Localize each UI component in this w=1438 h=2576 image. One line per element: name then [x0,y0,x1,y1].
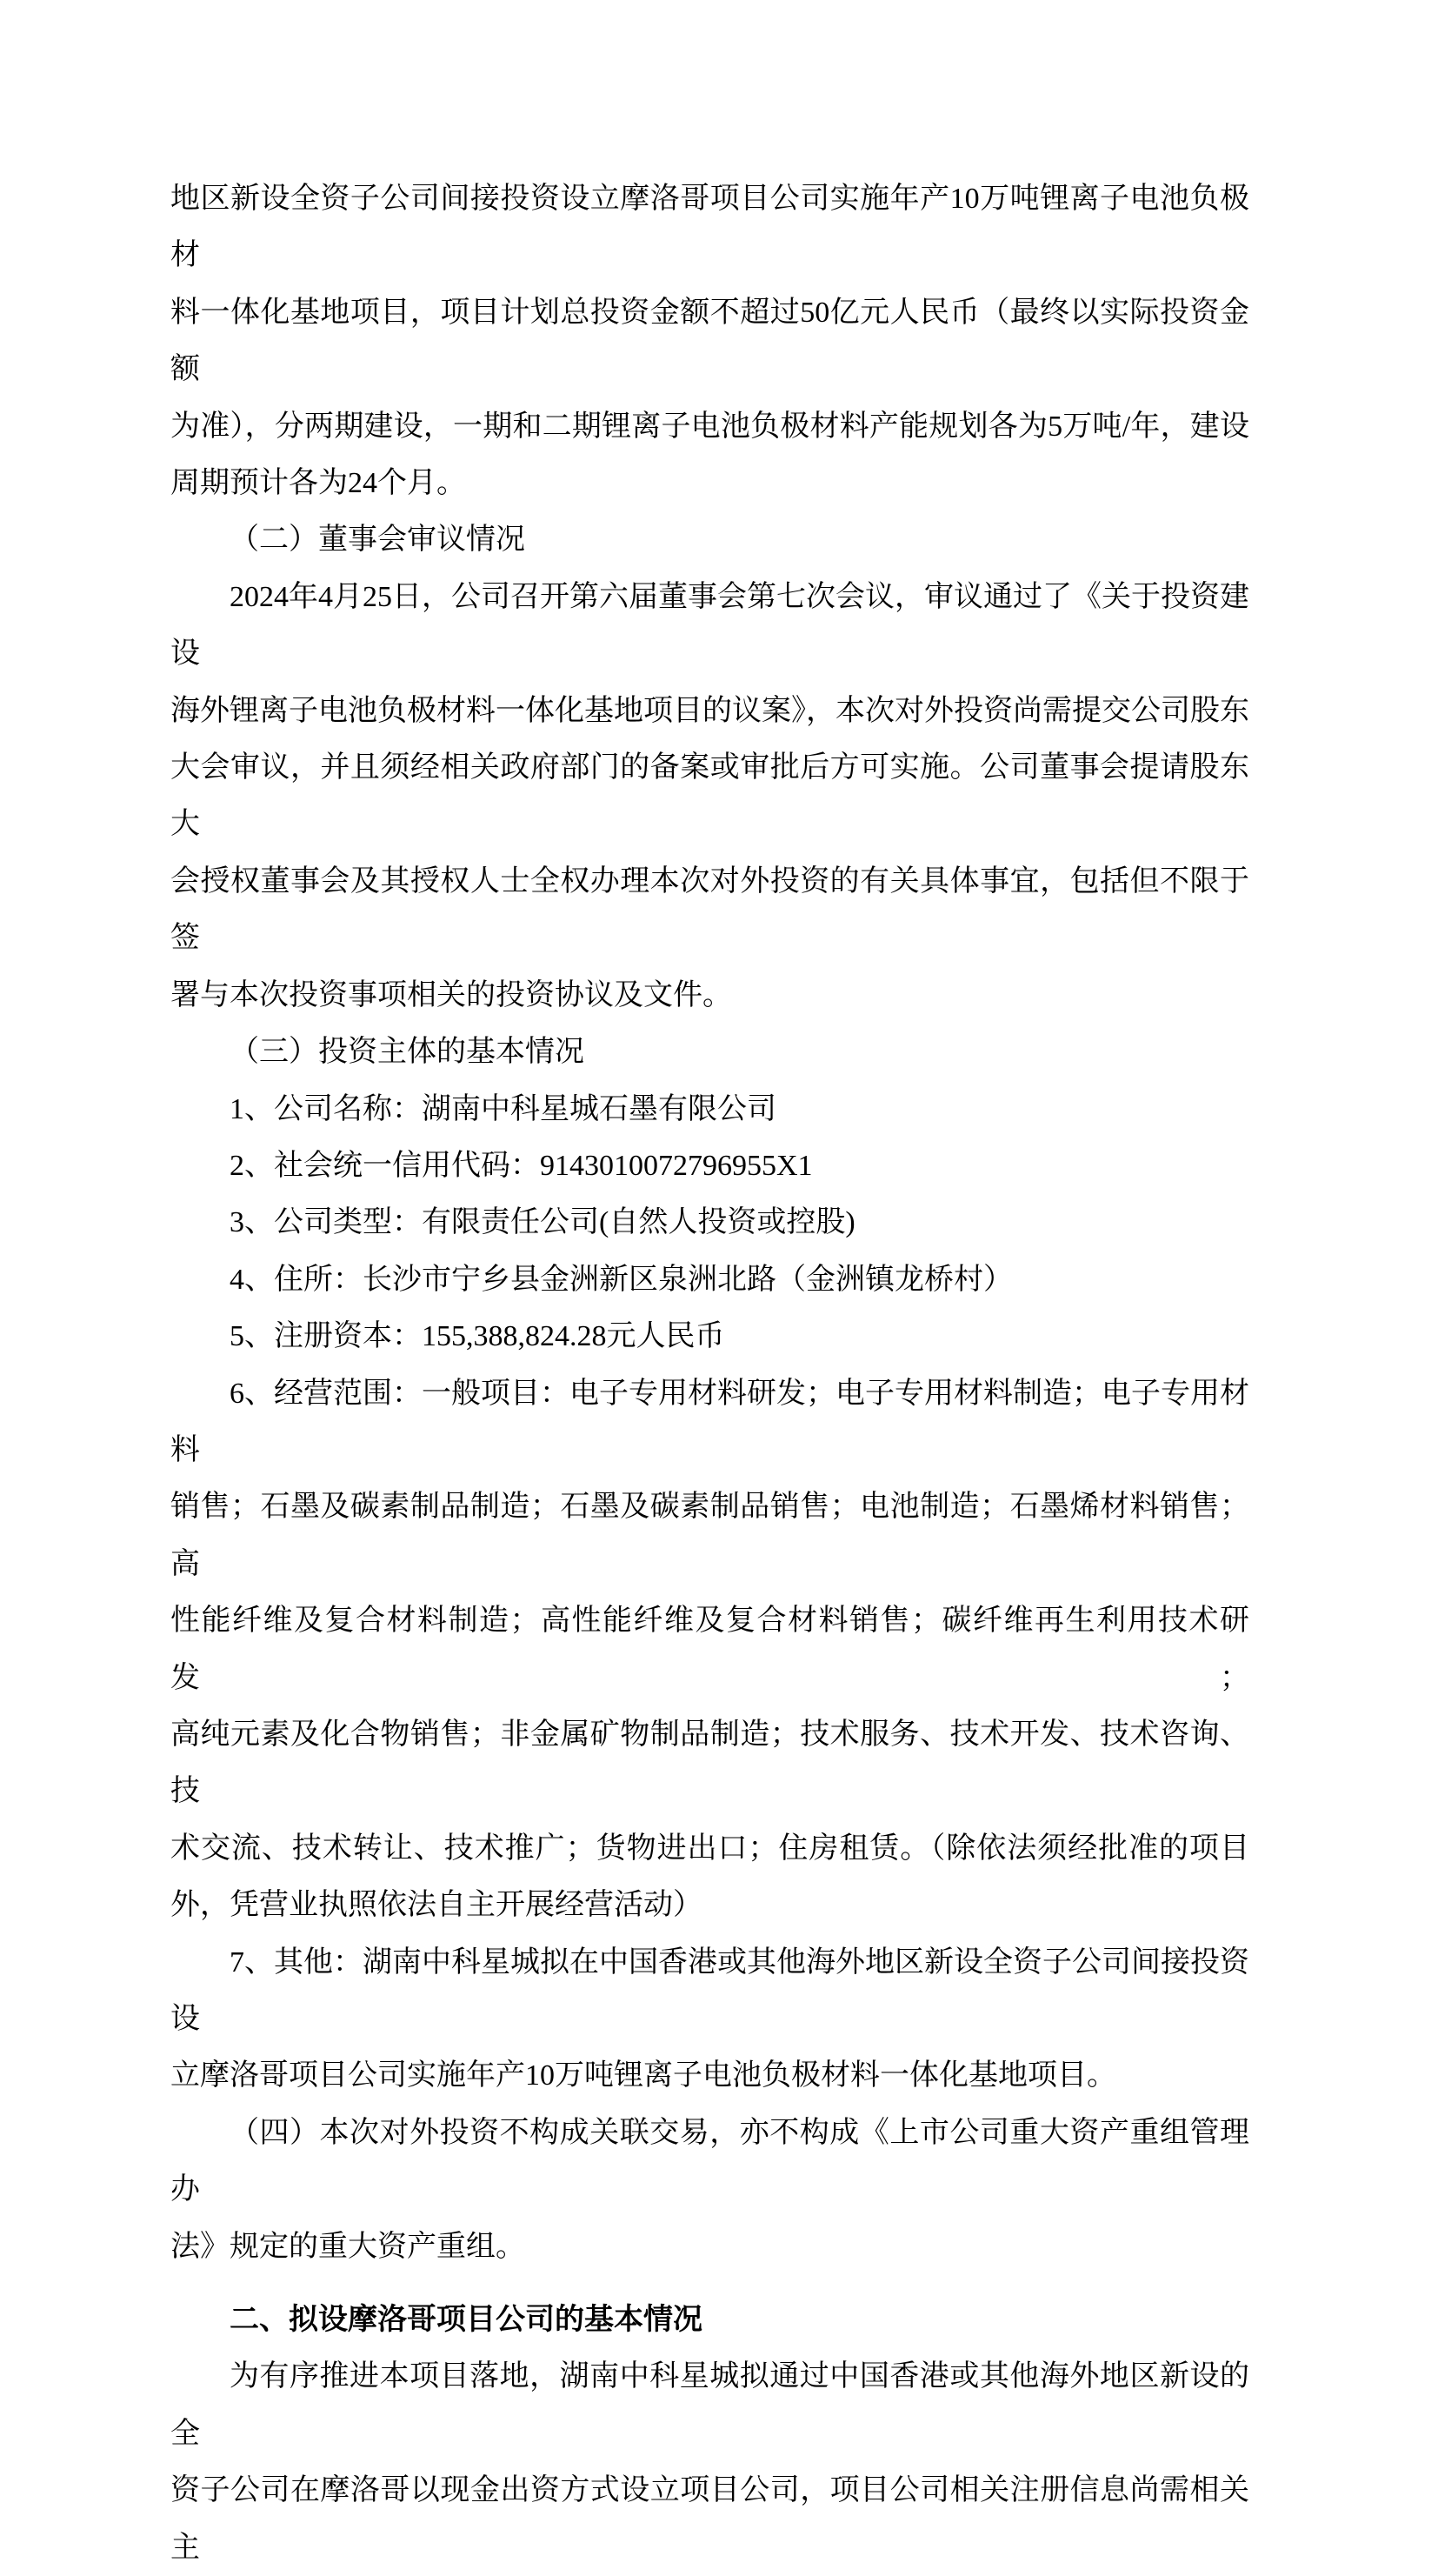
document-body [170,170,1249,2576]
text-line: （四）本次对外投资不构成关联交易，亦不构成《上市公司重大资产重组管理办 [170,2116,1249,2206]
list-item-registered-capital [170,1308,1249,1365]
text-line: 2024年4月25日，公司召开第六届董事会第七次会议，审议通过了《关于投资建设 [170,580,1249,671]
text-line: 资子公司在摩洛哥以现金出资方式设立项目公司，项目公司相关注册信息尚需相关主 [170,2474,1249,2564]
list-item-credit-code [170,1138,1249,1194]
text-line: 5、注册资本：155,388,824.28元人民币 [230,1320,725,1353]
text-line: 为有序推进本项目落地，湖南中科星城拟通过中国香港或其他海外地区新设的全 [170,2360,1249,2450]
text-line: 地区新设全资子公司间接投资设立摩洛哥项目公司实施年产10万吨锂离子电池负极材 [170,183,1249,272]
text-line: 外，凭营业执照依法自主开展经营活动） [170,1889,702,1922]
text-line: （二）董事会审议情况 [230,524,525,557]
text-line: 术交流、技术转让、技术推广；货物进出口；住房租赁。（除依法须经批准的项目 [170,1832,1249,1865]
paragraph-no-related-transaction [170,2105,1249,2275]
text-line: （三）投资主体的基本情况 [230,1036,584,1069]
list-item-company-type [170,1194,1249,1251]
heading-board-review [170,511,1249,568]
text-line: 会授权董事会及其授权人士全权办理本次对外投资的有关具体事宜，包括但不限于签 [170,864,1249,955]
text-line: 7、其他：湖南中科星城拟在中国香港或其他海外地区新设全资子公司间接投资设 [170,1945,1249,2035]
text-line: 大会审议，并且须经相关政府部门的备案或审批后方可实施。公司董事会提请股东大 [170,751,1249,841]
text-line: 性能纤维及复合材料制造；高性能纤维及复合材料销售；碳纤维再生利用技术研发； [170,1605,1249,1694]
paragraph-board-resolution [170,569,1249,1024]
list-item-business-scope [170,1365,1249,1934]
text-line: 1、公司名称：湖南中科星城石墨有限公司 [230,1092,776,1125]
text-line: 海外锂离子电池负极材料一体化基地项目的议案》，本次对外投资尚需提交公司股东 [170,694,1249,727]
heading-investor-basic-info [170,1024,1249,1080]
text-line: 6、经营范围：一般项目：电子专用材料研发；电子专用材料制造；电子专用材料 [170,1377,1249,1466]
text-line: 法》规定的重大资产重组。 [170,2230,525,2263]
text-line: 2、社会统一信用代码：9143010072796955X1 [230,1149,813,1182]
text-line: 周期预计各为24个月。 [170,467,466,500]
text-line: 销售；石墨及碳素制品制造；石墨及碳素制品销售；电池制造；石墨烯材料销售；高 [170,1491,1249,1580]
text-line: 为准），分两期建设，一期和二期锂离子电池负极材料产能规划各为5万吨/年，建设 [170,410,1249,443]
text-line: 4、住所：长沙市宁乡县金洲新区泉洲北路（金洲镇龙桥村） [230,1263,1013,1296]
text-line: 料一体化基地项目，项目计划总投资金额不超过50亿元人民币（最终以实际投资金额 [170,296,1249,386]
paragraph-project-continuation [170,170,1249,511]
section-heading-text: 二、拟设摩洛哥项目公司的基本情况 [230,2304,702,2337]
paragraph-project-company-setup [170,2348,1249,2576]
heading-section-two [170,2292,1249,2348]
list-item-address [170,1251,1249,1308]
text-line: 立摩洛哥项目公司实施年产10万吨锂离子电池负极材料一体化基地项目。 [170,2059,1116,2092]
list-item-other [170,1934,1249,2105]
text-line: 署与本次投资事项相关的投资协议及文件。 [170,978,732,1011]
list-item-company-name [170,1081,1249,1138]
text-line: 3、公司类型：有限责任公司(自然人投资或控股) [230,1206,855,1239]
text-line: 高纯元素及化合物销售；非金属矿物制品制造；技术服务、技术开发、技术咨询、技 [170,1718,1249,1808]
